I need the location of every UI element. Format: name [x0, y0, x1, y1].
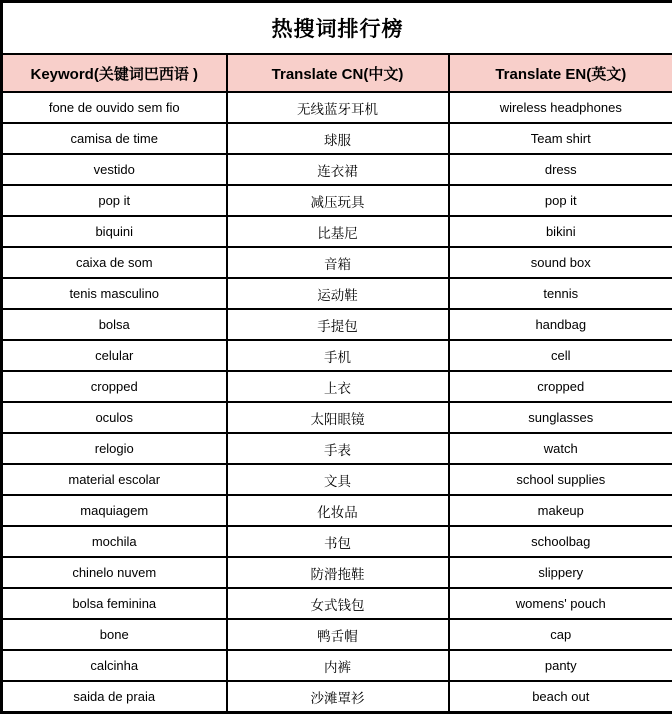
- cell-translate-cn: 内裤: [227, 650, 449, 681]
- table-row: [2, 650, 672, 681]
- table-row: [2, 123, 672, 154]
- cell-translate-en: cropped: [449, 371, 672, 402]
- cell-translate-en: dress: [449, 154, 672, 185]
- table-row: [2, 588, 672, 619]
- table-row: [2, 247, 672, 278]
- cell-keyword: caixa de som: [2, 247, 227, 278]
- cell-translate-en: wireless headphones: [449, 92, 672, 123]
- table-row: [2, 619, 672, 650]
- cell-translate-cn: 手提包: [227, 309, 449, 340]
- cell-keyword: pop it: [2, 185, 227, 216]
- cell-keyword: bone: [2, 619, 227, 650]
- cell-translate-cn: 运动鞋: [227, 278, 449, 309]
- cell-translate-cn: 防滑拖鞋: [227, 557, 449, 588]
- table-row: [2, 371, 672, 402]
- cell-keyword: camisa de time: [2, 123, 227, 154]
- cell-keyword: material escolar: [2, 464, 227, 495]
- cell-translate-en: school supplies: [449, 464, 672, 495]
- cell-translate-en: panty: [449, 650, 672, 681]
- cell-translate-en: watch: [449, 433, 672, 464]
- cell-keyword: calcinha: [2, 650, 227, 681]
- cell-translate-cn: 球服: [227, 123, 449, 154]
- cell-translate-cn: 无线蓝牙耳机: [227, 92, 449, 123]
- table-row: [2, 154, 672, 185]
- cell-translate-cn: 音箱: [227, 247, 449, 278]
- cell-translate-cn: 书包: [227, 526, 449, 557]
- cell-translate-cn: 太阳眼镜: [227, 402, 449, 433]
- cell-translate-cn: 比基尼: [227, 216, 449, 247]
- cell-translate-cn: 手表: [227, 433, 449, 464]
- cell-translate-cn: 减压玩具: [227, 185, 449, 216]
- cell-keyword: bolsa: [2, 309, 227, 340]
- cell-translate-en: handbag: [449, 309, 672, 340]
- table-row: [2, 464, 672, 495]
- cell-translate-cn: 文具: [227, 464, 449, 495]
- table-row: [2, 495, 672, 526]
- cell-translate-cn: 化妆品: [227, 495, 449, 526]
- cell-translate-en: bikini: [449, 216, 672, 247]
- cell-translate-en: sound box: [449, 247, 672, 278]
- table-row: [2, 526, 672, 557]
- cell-keyword: tenis masculino: [2, 278, 227, 309]
- cell-keyword: relogio: [2, 433, 227, 464]
- cell-keyword: chinelo nuvem: [2, 557, 227, 588]
- cell-translate-en: cell: [449, 340, 672, 371]
- cell-keyword: celular: [2, 340, 227, 371]
- cell-translate-en: cap: [449, 619, 672, 650]
- column-header-translate-en: Translate EN(英文): [449, 54, 672, 92]
- page-title: 热搜词排行榜: [2, 2, 672, 55]
- cell-translate-en: sunglasses: [449, 402, 672, 433]
- cell-keyword: bolsa feminina: [2, 588, 227, 619]
- table-row: [2, 309, 672, 340]
- cell-translate-en: tennis: [449, 278, 672, 309]
- table-row: [2, 216, 672, 247]
- cell-translate-en: womens' pouch: [449, 588, 672, 619]
- cell-keyword: mochila: [2, 526, 227, 557]
- cell-keyword: saida de praia: [2, 681, 227, 713]
- column-header-keyword: Keyword(关键词巴西语 ): [2, 54, 227, 92]
- cell-translate-cn: 沙滩罩衫: [227, 681, 449, 713]
- cell-keyword: oculos: [2, 402, 227, 433]
- table-row: [2, 185, 672, 216]
- cell-translate-cn: 女式钱包: [227, 588, 449, 619]
- table-row: [2, 681, 672, 713]
- table-row: [2, 402, 672, 433]
- cell-keyword: cropped: [2, 371, 227, 402]
- table-row: [2, 278, 672, 309]
- cell-keyword: fone de ouvido sem fio: [2, 92, 227, 123]
- cell-keyword: maquiagem: [2, 495, 227, 526]
- table-row: [2, 92, 672, 123]
- cell-translate-en: schoolbag: [449, 526, 672, 557]
- column-header-translate-cn: Translate CN(中文): [227, 54, 449, 92]
- cell-translate-en: Team shirt: [449, 123, 672, 154]
- table-body: [2, 92, 672, 713]
- header-row: [2, 54, 672, 92]
- cell-translate-cn: 鸭舌帽: [227, 619, 449, 650]
- cell-translate-en: pop it: [449, 185, 672, 216]
- cell-keyword: vestido: [2, 154, 227, 185]
- cell-translate-en: slippery: [449, 557, 672, 588]
- cell-keyword: biquini: [2, 216, 227, 247]
- table-row: [2, 557, 672, 588]
- table-row: [2, 433, 672, 464]
- cell-translate-en: beach out: [449, 681, 672, 713]
- cell-translate-cn: 上衣: [227, 371, 449, 402]
- cell-translate-en: makeup: [449, 495, 672, 526]
- table-row: [2, 340, 672, 371]
- title-row: [2, 2, 672, 55]
- cell-translate-cn: 连衣裙: [227, 154, 449, 185]
- cell-translate-cn: 手机: [227, 340, 449, 371]
